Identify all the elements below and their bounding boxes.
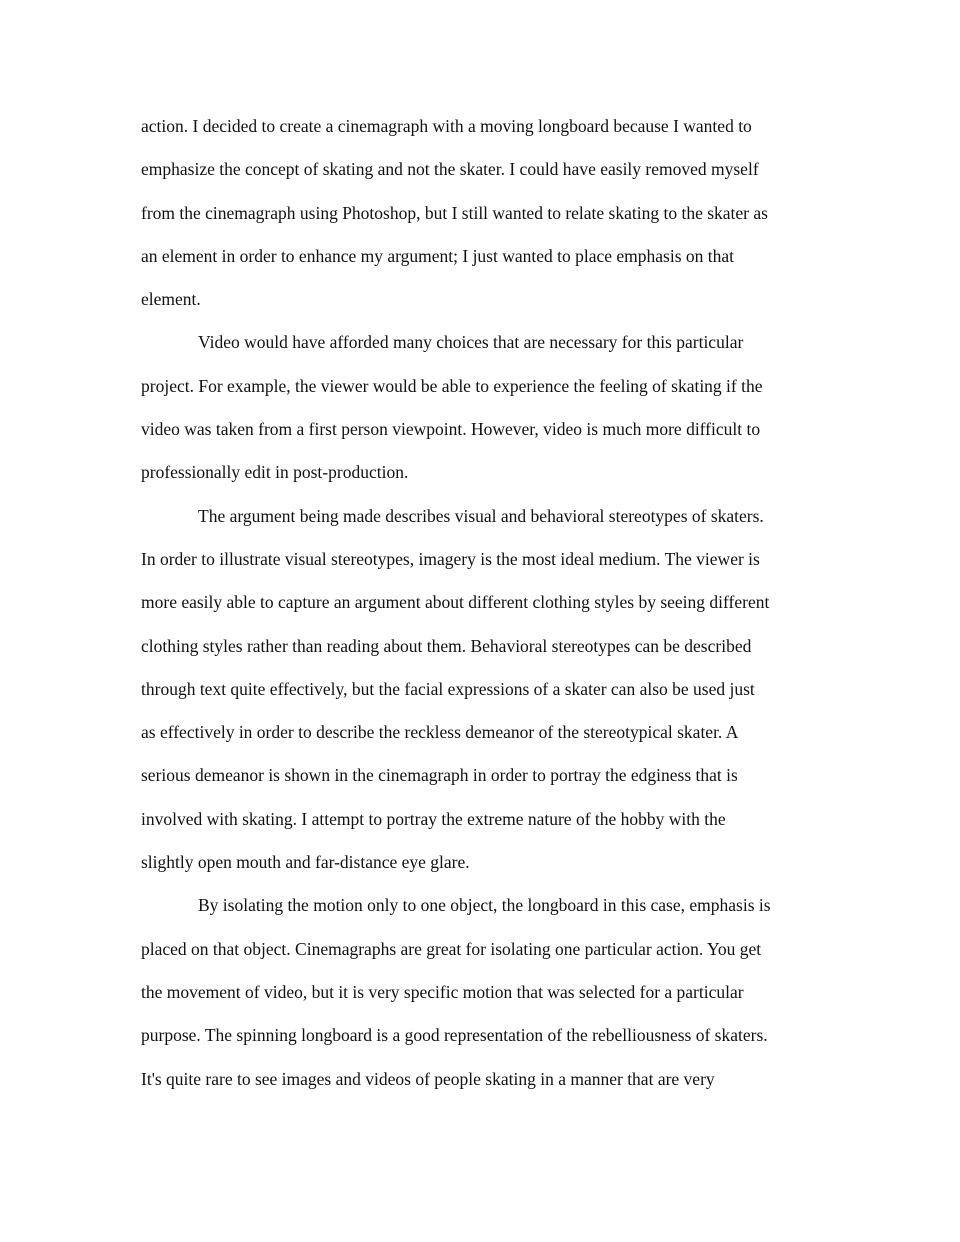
paragraph-first-line: Video would have afforded many choices that are necessary for this particular [198,332,744,353]
text-line: slightly open mouth and far-distance eye glare. [141,852,470,873]
text-line: more easily able to capture an argument about different clothing styles by seeing different [141,592,770,613]
text-line: project. For example, the viewer would be able to experience the feeling of skating if the [141,375,763,396]
text-line: an element in order to enhance my argument; I just wanted to place emphasis on that [141,245,735,266]
text-line: clothing styles rather than reading about them. Behavioral stereotypes can be described [141,635,752,656]
text-line: video was taken from a first person viewpoint. However, video is much more difficult to [141,419,761,440]
text-line: purpose. The spinning longboard is a good representation of the rebelliousness of skaters. [141,1025,768,1046]
text-line: placed on that object. Cinemagraphs are great for isolating one particular action. You get [141,938,762,959]
text-line: emphasize the concept of skating and not the skater. I could have easily removed myself [141,159,759,180]
text-line: In order to illustrate visual stereotypes, imagery is the most ideal medium. The viewer is [141,548,760,569]
paragraph-first-line: The argument being made describes visual and behavioral stereotypes of skaters. [198,505,764,526]
text-line: from the cinemagraph using Photoshop, but I still wanted to relate skating to the skater as [141,202,768,223]
text-line: element. [141,289,201,310]
text-line: involved with skating. I attempt to portray the extreme nature of the hobby with the [141,808,726,829]
text-line: It's quite rare to see images and videos of people skating in a manner that are very [141,1068,715,1089]
text-line: action. I decided to create a cinemagraph with a moving longboard because I wanted to [141,116,752,136]
text-line: the movement of video, but it is very specific motion that was selected for a particular [141,981,744,1002]
text-line: serious demeanor is shown in the cinemagraph in order to portray the edginess that is [141,765,738,786]
paragraph-first-line: By isolating the motion only to one object, the longboard in this case, emphasis is [198,895,771,916]
text-line: through text quite effectively, but the facial expressions of a skater can also be used just [141,678,755,699]
text-line: as effectively in order to describe the reckless demeanor of the stereotypical skater. A [141,722,739,743]
text-line: professionally edit in post-production. [141,462,409,483]
body-text [141,111,819,1107]
